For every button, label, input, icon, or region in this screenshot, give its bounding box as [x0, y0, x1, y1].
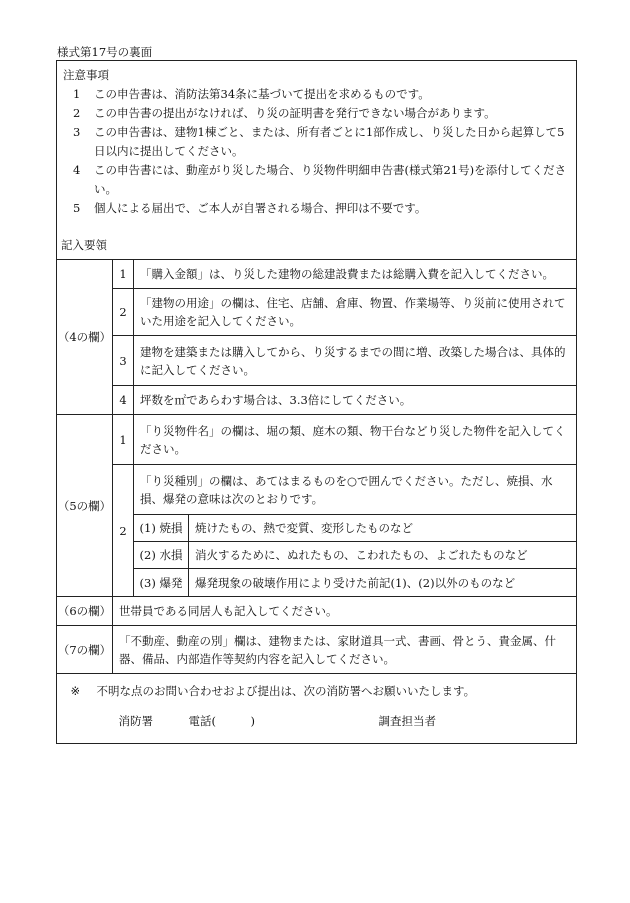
officer-label: 調査担当者: [378, 714, 436, 728]
item-text: 「り災物件名」の欄は、堀の類、庭木の類、物干台などり災した物件を記入してください。: [134, 415, 577, 465]
damage-type-row: [57, 515, 577, 542]
damage-type-label: (2) 水損: [134, 542, 189, 569]
item-text: 「不動産、動産の別」欄は、建物または、家財道具一式、書画、骨とう、貴金属、什器、備品、内部造作等契約内容を記入してください。: [113, 626, 577, 674]
guide-row: [57, 415, 577, 465]
damage-type-text: 消火するために、ぬれたもの、こわれたもの、よごれたものなど: [189, 542, 577, 569]
fire-station-label: 消防署: [118, 714, 153, 728]
guide-row: [57, 289, 577, 336]
note-number: 4: [73, 163, 81, 177]
form-title: 様式第17号の裏面: [57, 45, 153, 59]
item-text: 建物を建築または購入してから、り災するまでの間に増、改築した場合は、具体的に記入してください。: [134, 336, 577, 386]
note-item: [59, 123, 574, 161]
guide-row: [57, 597, 577, 626]
note-text: 個人による届出で、ご本人が自署される場合、押印は不要です。: [94, 201, 427, 215]
guide-table: [56, 259, 577, 746]
notes-heading: 注意事項: [63, 68, 109, 82]
note-text: この申告書は、建物1棟ごと、または、所有者ごとに1部作成し、り災した日から起算して5日以内に提出してください。: [94, 125, 565, 158]
damage-type-row: [57, 569, 577, 597]
item-number: 2: [113, 289, 134, 336]
section-label-7: （7の欄）: [57, 626, 113, 674]
item-text: 世帯員である同居人も記入してください。: [113, 597, 577, 626]
notes-section: [59, 65, 574, 218]
damage-type-text: 焼けたもの、熱で変質、変形したものなど: [189, 515, 577, 542]
phone-label: 電話( ): [188, 714, 255, 728]
reference-mark: ※: [70, 684, 81, 698]
guide-row: [57, 386, 577, 415]
contact-details: [57, 700, 577, 730]
guide-row: [57, 465, 577, 515]
item-number: 4: [113, 386, 134, 415]
item-text: 「購入金額」は、り災した建物の総建設費または総購入費を記入してください。: [134, 260, 577, 289]
item-number: 3: [113, 336, 134, 386]
item-text: 「り災種別」の欄は、あてはまるものを○で囲んでください。ただし、焼損、水損、爆発の意味は次のとおりです。: [134, 465, 577, 515]
damage-type-label: (1) 焼損: [134, 515, 189, 542]
note-item: [59, 161, 574, 199]
item-number: 2: [113, 465, 134, 597]
section-label-4: （4の欄）: [57, 260, 113, 415]
note-text: この申告書の提出がなければ、り災の証明書を発行できない場合があります。: [94, 106, 496, 120]
form-frame: [56, 60, 577, 744]
item-number: 1: [113, 415, 134, 465]
contact-notice: [57, 674, 577, 700]
section-label-6: （6の欄）: [57, 597, 113, 626]
note-text: この申告書には、動産がり災した場合、り災物件明細申告書(様式第21号)を添付してください。: [94, 163, 567, 196]
note-text: この申告書は、消防法第34条に基づいて提出を求めるものです。: [94, 87, 430, 101]
damage-type-text: 爆発現象の破壊作用により受けた前記(1)、(2)以外のものなど: [189, 569, 577, 597]
guide-row: [57, 336, 577, 386]
contact-cell: [57, 674, 577, 746]
damage-type-label: (3) 爆発: [134, 569, 189, 597]
contact-notice-text: 不明な点のお問い合わせおよび提出は、次の消防署へお願いいたします。: [96, 684, 476, 698]
contact-row: [57, 674, 577, 746]
note-number: 1: [73, 87, 81, 101]
guide-row: [57, 260, 577, 289]
note-number: 5: [73, 201, 81, 215]
note-number: 2: [73, 106, 81, 120]
guide-heading: 記入要領: [61, 238, 107, 252]
damage-type-row: [57, 542, 577, 569]
section-label-5: （5の欄）: [57, 415, 113, 597]
item-text: 「建物の用途」の欄は、住宅、店舗、倉庫、物置、作業場等、り災前に使用されていた用途を記入してください。: [134, 289, 577, 336]
note-item: [59, 85, 574, 104]
item-number: 1: [113, 260, 134, 289]
note-number: 3: [73, 125, 81, 139]
guide-row: [57, 626, 577, 674]
note-item: [59, 104, 574, 123]
note-item: [59, 199, 574, 218]
item-text: 坪数を㎡であらわす場合は、3.3倍にしてください。: [134, 386, 577, 415]
